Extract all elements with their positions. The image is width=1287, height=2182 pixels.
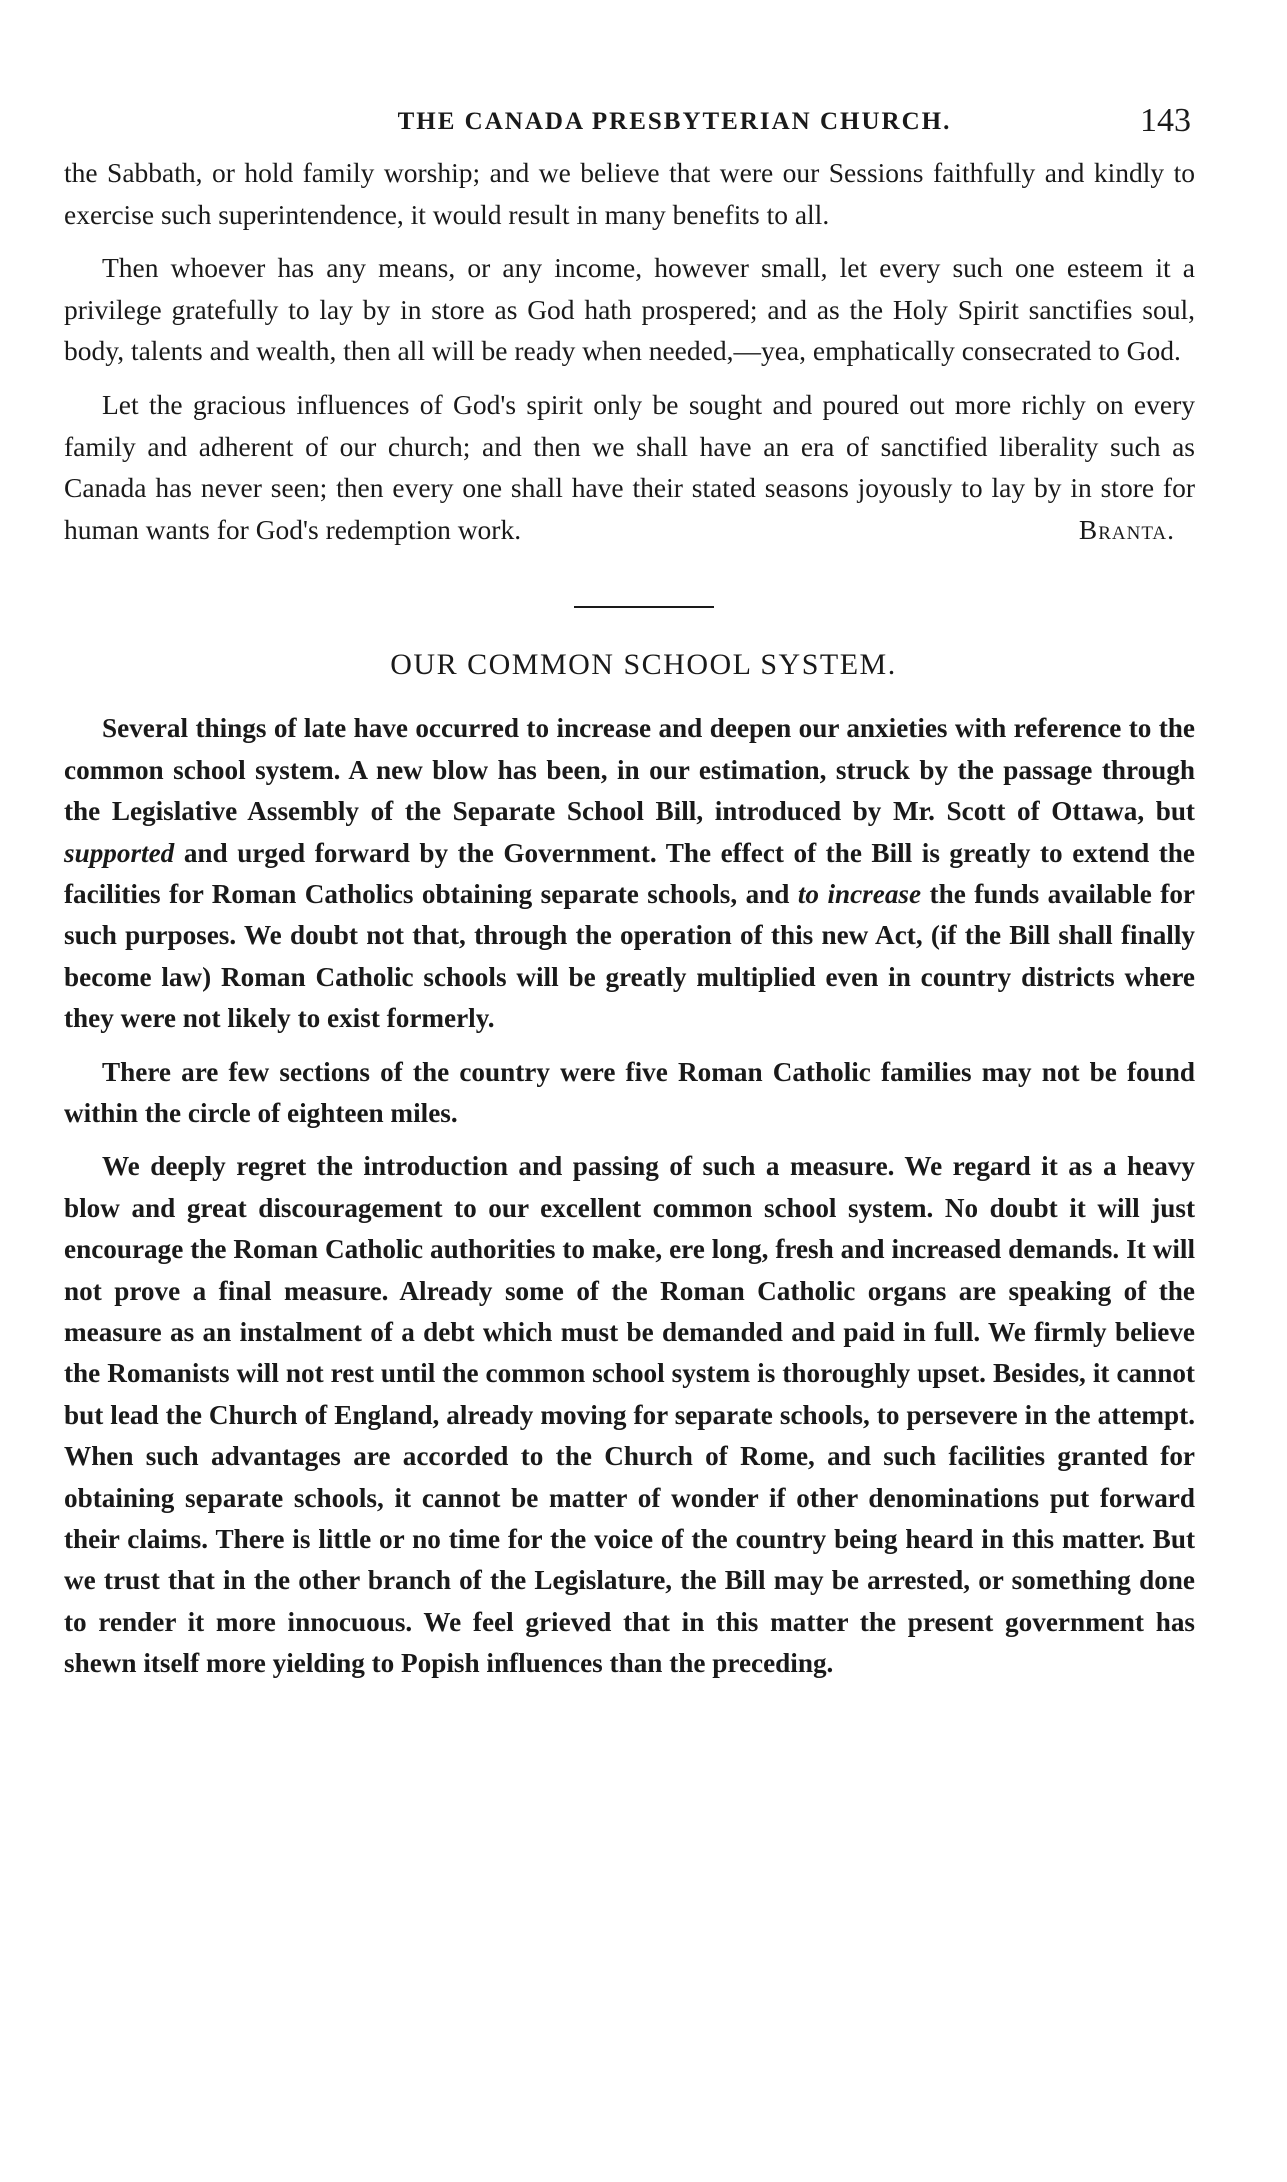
section-divider: [574, 606, 714, 608]
article-heading: OUR COMMON SCHOOL SYSTEM.: [390, 648, 897, 682]
previous-article-ending: [64, 152, 1195, 550]
paragraph-text: Let the gracious influences of God's spirit only be sought and poured out more richly on every family and adherent of our church; and then we shall have an era of sanctified liberality such as Canada has never seen; then every one shall have their stated seasons joyously to lay by in store for human wants for God's redemption work.: [64, 388, 1195, 545]
paragraph: [64, 708, 1195, 1039]
paragraph: the Sabbath, or hold family worship; and we believe that were our Sessions faithfully and kindly to exercise such superintendence, it would result in many benefits to all.: [64, 157, 1195, 230]
text-run: and urged forward by the Government. The effect of the Bill is greatly to extend the facilities for Roman Catholics obtaining separate schools, and: [64, 837, 1195, 909]
running-head: [64, 102, 1195, 152]
text-run: the funds available for such purposes. We doubt not that, through the operation of this new Act, (if the Bill shall finally become law) Roman Catholic schools will be greatly multiplied even in country districts where they were not likely to exist formerly.: [64, 878, 1195, 1034]
paragraph-with-signature: [64, 384, 1195, 550]
paragraph: We deeply regret the introduction and passing of such a measure. We regard it as a heavy blow and great discouragement to our excellent common school system. No doubt it will just encourage the Roman Catholic authorities to make, ere long, fresh and increased demands. It will not prove a final measure. Already some of the Roman Catholic organs are speaking of the measure as an instalment of a debt which must be demanded and paid in full. We firmly believe the Romanists will not rest until the common school system is thoroughly upset. Besides, it cannot but lead the Church of England, already moving for separate schools, to persevere in the attempt. When such advantages are accorded to the Church of Rome, and such facilities granted for obtaining separate schools, it cannot be matter of wonder if other denominations put forward their claims. There is little or no time for the voice of the country being heard in this matter. But we trust that in the other branch of the Legislature, the Bill may be arrested, or something done to render it more innocuous. We feel grieved that in this matter the present government has shewn itself more yielding to Popish influences than the preceding.: [64, 1151, 1195, 1679]
italic-text: supported: [64, 837, 175, 868]
text-run: Several things of late have occurred to increase and deepen our anxieties with reference to the common school system. A new blow has been, in our estimation, struck by the passage through the Legislative Assembly of the Separate School Bill, introduced by Mr. Scott of Ottawa, but: [64, 713, 1195, 827]
running-title: THE CANADA PRESBYTERIAN CHURCH.: [397, 108, 952, 135]
italic-text: to increase: [797, 878, 922, 909]
author-signature: Branta.: [1078, 513, 1175, 545]
article: [64, 648, 1195, 1684]
page-number: 143: [1140, 102, 1191, 139]
paragraph: There are few sections of the country were five Roman Catholic families may not be found within the circle of eighteen miles.: [64, 1056, 1195, 1128]
paragraph: Then whoever has any means, or any income, however small, let every such one esteem it a privilege gratefully to lay by in store as God hath prospered; and as the Holy Spirit sanctifies soul, body, talents and wealth, then all will be ready when needed,—yea, emphatically consecrated to God.: [64, 252, 1195, 367]
